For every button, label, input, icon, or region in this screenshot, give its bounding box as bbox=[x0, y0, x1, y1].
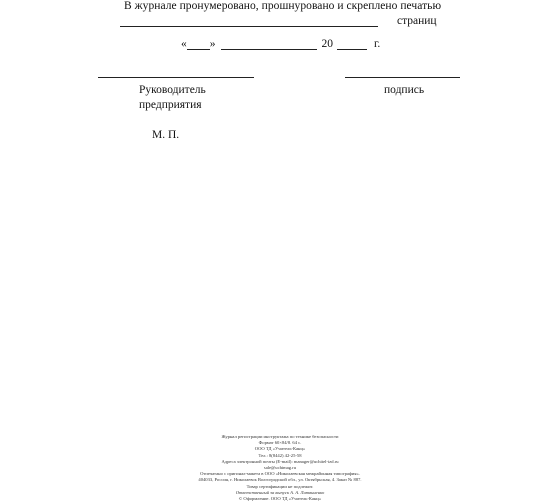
pages-word: страниц bbox=[397, 15, 437, 27]
imprint-line: © Оформление. ООО ТД «Учитель-Канц» bbox=[238, 496, 322, 502]
signature-line bbox=[345, 77, 460, 78]
day-blank bbox=[187, 38, 210, 50]
imprint-line: Адреса электронной почты (E-mail): manager@uchitel-izd.ru bbox=[221, 458, 339, 464]
head-label-line1: Руководитель bbox=[139, 84, 206, 96]
imprint-line: Отпечатано с оригинал-макета в ООО «Николаевская межрайонная типография». bbox=[200, 471, 360, 477]
imprint-line: ООО ТД «Учитель-Канц» bbox=[254, 446, 306, 452]
page-count-blank bbox=[120, 15, 378, 27]
imprint-line: Тел.: 8(8442) 42-25-58 bbox=[258, 452, 302, 458]
imprint-block bbox=[0, 434, 560, 502]
date-line bbox=[181, 38, 380, 50]
year-prefix: 20 bbox=[321, 38, 333, 50]
imprint-line: Журнал регистрации инструктажа по технике безопасности bbox=[221, 434, 339, 439]
year-suffix: г. bbox=[374, 38, 381, 50]
head-label-line2: предприятия bbox=[139, 99, 202, 111]
certification-text: В журнале пронумеровано, прошнуровано и скреплено печатью bbox=[124, 0, 442, 12]
imprint-line: sale@uchimag.ru bbox=[263, 465, 297, 471]
quote-open: « bbox=[181, 38, 187, 50]
year-blank bbox=[337, 38, 367, 50]
page-count-line bbox=[120, 15, 437, 27]
stamp-label: М. П. bbox=[152, 129, 180, 141]
head-signature-line bbox=[98, 77, 254, 78]
imprint-line: Товар сертификации не подлежит. bbox=[246, 483, 314, 489]
signature-label: подпись bbox=[384, 84, 425, 96]
imprint-line: Ответственный за выпуск А. А. Литвиненко bbox=[235, 489, 325, 495]
imprint-line: Формат 60×84/8. 64 с. bbox=[258, 440, 302, 446]
month-blank bbox=[221, 38, 317, 50]
quote-close: » bbox=[209, 38, 216, 50]
imprint-line: 404033, Россия, г. Николаевск Волгоградской обл., ул. Октябрьская, 4. Заказ № 887. bbox=[198, 477, 362, 483]
